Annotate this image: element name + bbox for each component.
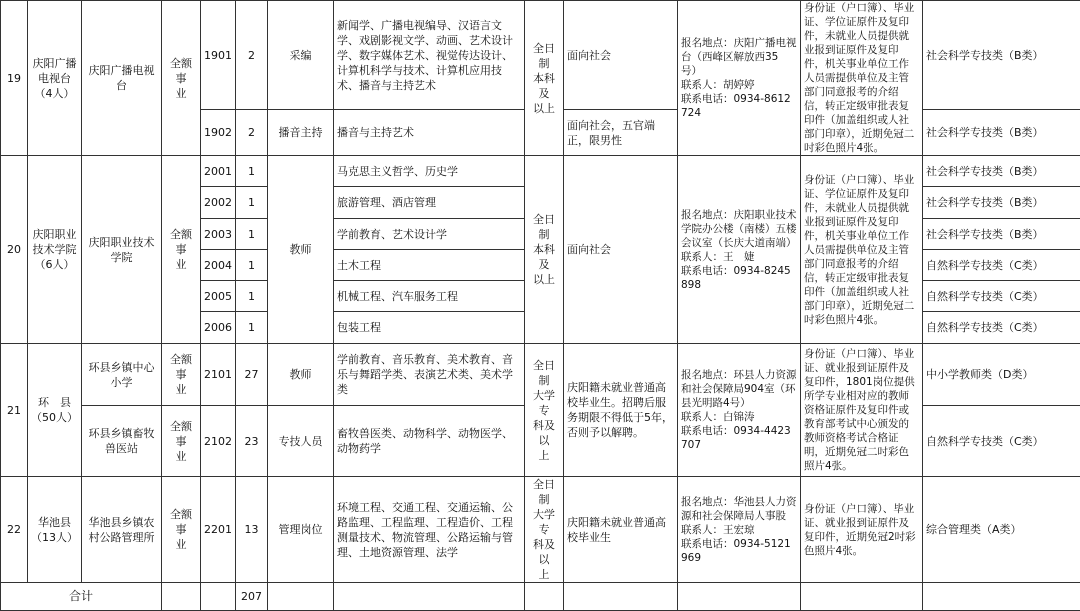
major-cell: 畜牧兽医类、动物科学、动物医学、动物药学	[334, 406, 525, 477]
docs-cell: 身份证（户口簿）、毕业证、学位证原件及复印件，未就业人员提供就业报到证原件及复印件，机关事业单位工作人员需提供单位及主管部门同意报考的介绍信，转正定级审批表复印件（加盖组织或人社部门印章），近期免冠二吋彩色照片4张。	[801, 156, 923, 344]
empty-cell	[801, 583, 923, 611]
type-cell: 全额事 业	[162, 406, 201, 477]
unit-cell: 环县乡镇中心 小学	[82, 344, 162, 406]
empty-cell	[268, 583, 334, 611]
table-row	[1, 156, 1080, 187]
count-cell: 1	[236, 312, 268, 344]
type-cell: 全额事 业	[162, 477, 201, 583]
type-cell: 全额事 业	[162, 344, 201, 406]
contact-cell: 报名地点：庆阳职业技术学院办公楼（南楼）五楼会议室（长庆大道南端） 联系人：王 婕 联系电话：0934-8245898	[678, 156, 801, 344]
unit-cell: 环县乡镇畜牧 兽医站	[82, 406, 162, 477]
title-cell: 播音主持	[268, 110, 334, 156]
unit-cell: 庆阳广播电视 台	[82, 1, 162, 156]
dept-cell: 庆阳广播 电视台 （4人）	[28, 1, 82, 156]
category-cell: 社会科学专技类（B类）	[923, 187, 1080, 219]
count-cell: 2	[236, 1, 268, 110]
edu-cell: 全日制 本科及 以上	[525, 1, 564, 156]
contact-cell: 报名地点：庆阳广播电视台（西峰区解放西35号） 联系人：胡婷婷 联系电话：0934-8612724	[678, 1, 801, 156]
empty-cell	[923, 583, 1080, 611]
table-row	[1, 344, 1080, 406]
code-cell: 2101	[201, 344, 236, 406]
major-cell: 旅游管理、酒店管理	[334, 187, 525, 219]
major-cell: 学前教育、音乐教育、美术教育、音乐与舞蹈学类、表演艺术类、美术学类	[334, 344, 525, 406]
empty-cell	[334, 583, 525, 611]
title-cell: 采编	[268, 1, 334, 110]
count-cell: 1	[236, 156, 268, 187]
type-cell: 全额事 业	[162, 156, 201, 344]
title-cell: 管理岗位	[268, 477, 334, 583]
docs-cell: 身份证（户口簿）、毕业证、学位证原件及复印件，未就业人员提供就业报到证原件及复印件，机关事业单位工作人员需提供单位及主管部门同意报考的介绍信，转正定级审批表复印件（加盖组织或人社部门印章），近期免冠二吋彩色照片4张。	[801, 1, 923, 156]
major-cell: 播音与主持艺术	[334, 110, 525, 156]
seq-cell: 21	[1, 344, 28, 477]
code-cell: 2102	[201, 406, 236, 477]
count-cell: 2	[236, 110, 268, 156]
category-cell: 自然科学专技类（C类）	[923, 281, 1080, 312]
title-cell: 教师	[268, 344, 334, 406]
total-row	[1, 583, 1080, 611]
unit-cell: 庆阳职业技术 学院	[82, 156, 162, 344]
code-cell: 2005	[201, 281, 236, 312]
count-cell: 1	[236, 187, 268, 219]
docs-cell: 身份证（户口簿）、毕业证、就业报到证原件及复印件，1801岗位提供所学专业相对应的教师资格证原件及复印件或教育部考试中心颁发的教师资格考试合格证明，近期免冠二吋彩色照片4张。	[801, 344, 923, 477]
edu-cell: 全日制 本科及 以上	[525, 156, 564, 344]
category-cell: 社会科学专技类（B类）	[923, 156, 1080, 187]
category-cell: 社会科学专技类（B类）	[923, 1, 1080, 110]
empty-cell	[564, 583, 678, 611]
major-cell: 环境工程、交通工程、交通运输、公路监理、工程监理、工程造价、工程测量技术、物流管理、公路运输与管理、土地资源管理、法学	[334, 477, 525, 583]
seq-cell: 22	[1, 477, 28, 583]
category-cell: 自然科学专技类（C类）	[923, 250, 1080, 281]
count-cell: 27	[236, 344, 268, 406]
total-count: 207	[236, 583, 268, 611]
docs-cell: 身份证（户口簿）、毕业证、就业报到证原件及复印件，近期免冠2吋彩色照片4张。	[801, 477, 923, 583]
empty-cell	[678, 583, 801, 611]
target-cell: 面向社会	[564, 1, 678, 110]
table-row	[1, 477, 1080, 583]
edu-cell: 全日制 大学专 科及以 上	[525, 477, 564, 583]
code-cell: 2004	[201, 250, 236, 281]
contact-cell: 报名地点：环县人力资源和社会保障局904室（环县光明路4号） 联系人：白锦涛 联系电话：0934-4423707	[678, 344, 801, 477]
target-cell: 面向社会，五官端正，限男性	[564, 110, 678, 156]
category-cell: 自然科学专技类（C类）	[923, 312, 1080, 344]
edu-cell: 全日制 大学专 科及以 上	[525, 344, 564, 477]
dept-cell: 华池县 （13人）	[28, 477, 82, 583]
count-cell: 13	[236, 477, 268, 583]
empty-cell	[162, 583, 201, 611]
major-cell: 马克思主义哲学、历史学	[334, 156, 525, 187]
type-cell: 全额事 业	[162, 1, 201, 156]
code-cell: 1902	[201, 110, 236, 156]
seq-cell: 19	[1, 1, 28, 156]
category-cell: 中小学教师类（D类）	[923, 344, 1080, 406]
total-label: 合计	[1, 583, 162, 611]
code-cell: 1901	[201, 1, 236, 110]
major-cell: 学前教育、艺术设计学	[334, 219, 525, 250]
count-cell: 1	[236, 250, 268, 281]
dept-cell: 庆阳职业 技术学院 （6人）	[28, 156, 82, 344]
major-cell: 机械工程、汽车服务工程	[334, 281, 525, 312]
target-cell: 面向社会	[564, 156, 678, 344]
title-cell: 教师	[268, 156, 334, 344]
code-cell: 2002	[201, 187, 236, 219]
empty-cell	[525, 583, 564, 611]
count-cell: 1	[236, 281, 268, 312]
target-cell: 庆阳籍未就业普通高校毕业生	[564, 477, 678, 583]
category-cell: 社会科学专技类（B类）	[923, 219, 1080, 250]
empty-cell	[201, 583, 236, 611]
seq-cell: 20	[1, 156, 28, 344]
category-cell: 综合管理类（A类）	[923, 477, 1080, 583]
code-cell: 2001	[201, 156, 236, 187]
category-cell: 自然科学专技类（C类）	[923, 406, 1080, 477]
count-cell: 23	[236, 406, 268, 477]
contact-cell: 报名地点：华池县人力资源和社会保障局人事股 联系人：王宏琼 联系电话：0934-5121969	[678, 477, 801, 583]
code-cell: 2201	[201, 477, 236, 583]
title-cell: 专技人员	[268, 406, 334, 477]
unit-cell: 华池县乡镇农 村公路管理所	[82, 477, 162, 583]
target-cell: 庆阳籍未就业普通高校毕业生。招聘后服务期限不得低于5年，否则予以解聘。	[564, 344, 678, 477]
table-row	[1, 1, 1080, 110]
major-cell: 土木工程	[334, 250, 525, 281]
major-cell: 新闻学、广播电视编导、汉语言文学、戏剧影视文学、动画、艺术设计学、数字媒体艺术、视觉传达设计、计算机科学与技术、计算机应用技术、播音与主持艺术	[334, 1, 525, 110]
category-cell: 社会科学专技类（B类）	[923, 110, 1080, 156]
code-cell: 2006	[201, 312, 236, 344]
count-cell: 1	[236, 219, 268, 250]
code-cell: 2003	[201, 219, 236, 250]
major-cell: 包装工程	[334, 312, 525, 344]
dept-cell: 环 县 （50人）	[28, 344, 82, 477]
